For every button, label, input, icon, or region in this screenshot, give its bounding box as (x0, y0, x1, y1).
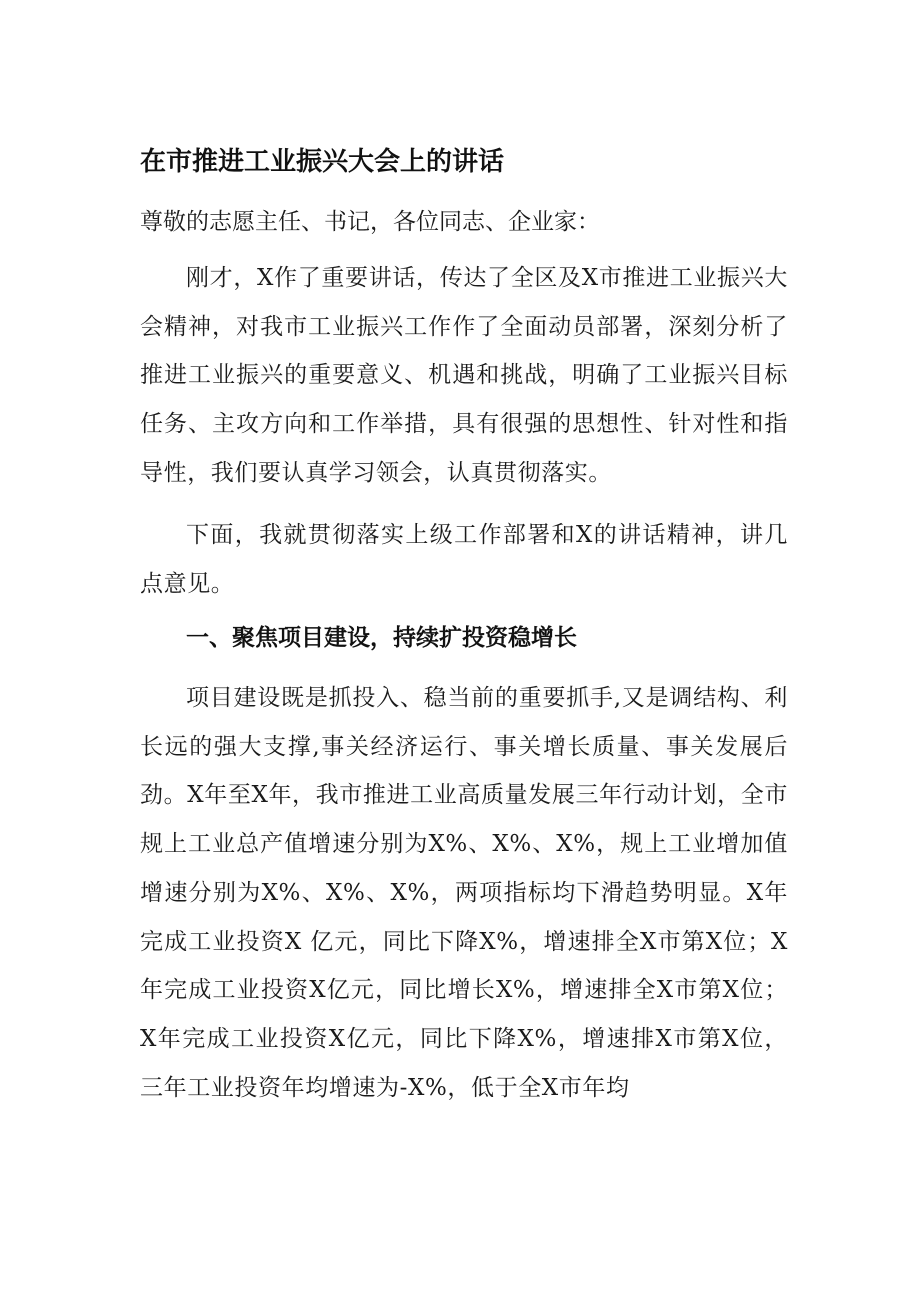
salutation: 尊敬的志愿主任、书记，各位同志、企业家： (140, 209, 600, 235)
section-paragraph: 项目建设既是抓投入、稳当前的重要抓手,又是调结构、利长远的强大支撑,事关经济运行、事关增长质量、事关发展后劲。X年至X年，我市推进工业高质量发展三年行动计划，全市规上工业总产值增速分别为X%、X%、X%，规上工业增加值增速分别为X%、X%、X%，两项指标均下滑趋势明显。X年完成工业投资X 亿元，同比下降X%，增速排全X市第X位；X年完成工业投资X亿元，同比增长X%，增速排全X市第X位；X年完成工业投资X亿元，同比下降X%，增速排X市第X位，三年工业投资年均增速为-X%，低于全X市年均 (140, 685, 788, 1101)
speech-title: 在市推进工业振兴大会上的讲话 (140, 147, 505, 177)
opening-paragraph: 刚才，X作了重要讲话，传达了全区及X市推进工业振兴大会精神，对我市工业振兴工作作了全面动员部署，深刻分析了推进工业振兴的重要意义、机遇和挑战，明确了工业振兴目标任务、主攻方向和工作举措，具有很强的思想性、针对性和指导性，我们要认真学习领会，认真贯彻落实。 (140, 265, 788, 486)
section-heading: 一、聚焦项目建设，持续扩投资稳增长 (186, 625, 577, 651)
transition-paragraph: 下面，我就贯彻落实上级工作部署和X的讲话精神，讲几点意见。 (140, 522, 788, 597)
